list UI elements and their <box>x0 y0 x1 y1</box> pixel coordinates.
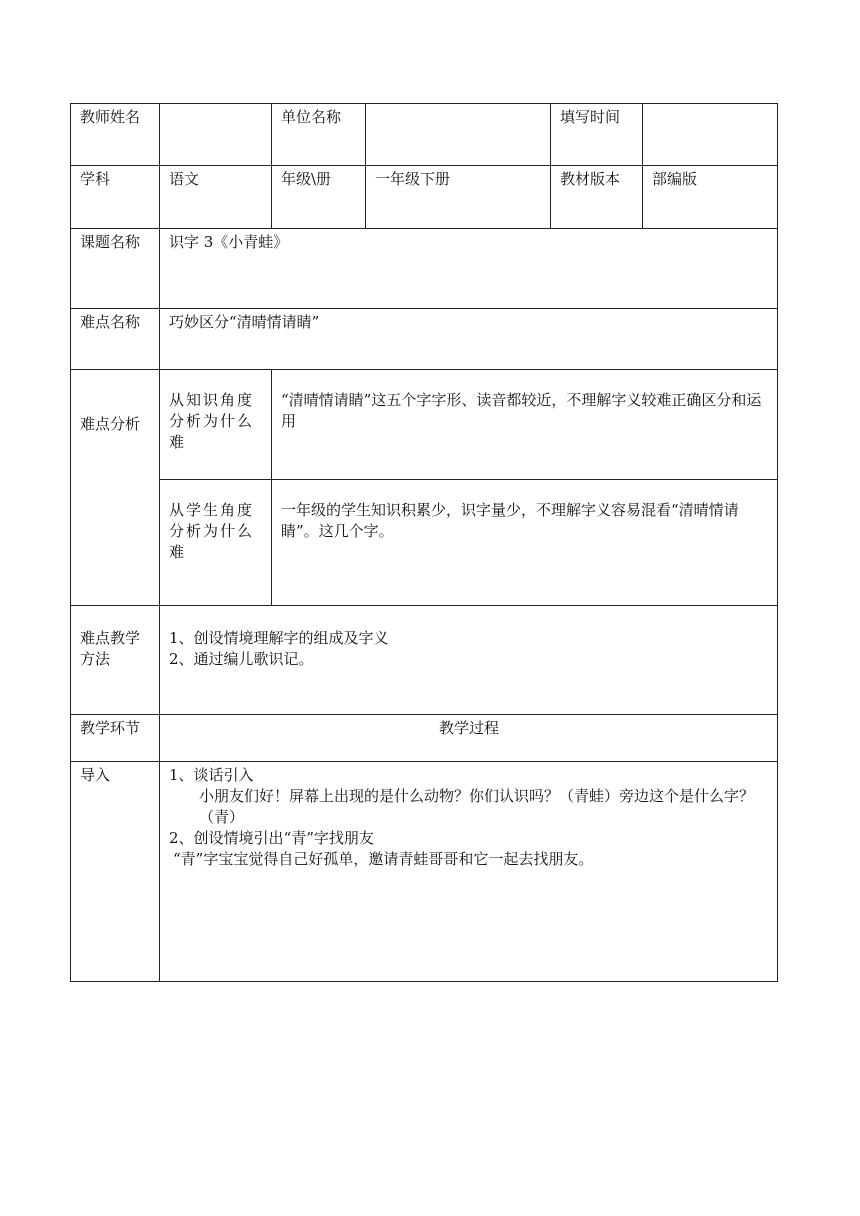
subject-row <box>71 166 778 229</box>
methods-label: 难点教学方法 <box>71 606 160 715</box>
topic-row <box>71 229 778 309</box>
method-item: 1、创设情境理解字的组成及字义 <box>169 629 389 647</box>
grade-value[interactable]: 一年级下册 <box>366 166 551 229</box>
grade-label: 年级\册 <box>272 166 366 229</box>
difficulty-value[interactable]: 巧妙区分“清晴情请睛” <box>160 309 778 370</box>
lesson-plan-table <box>70 103 778 982</box>
subject-label: 学科 <box>71 166 160 229</box>
process-header-row <box>71 715 778 762</box>
teacher-name-label: 教师姓名 <box>71 104 160 166</box>
edition-value[interactable]: 部编版 <box>643 166 778 229</box>
student-angle-value[interactable]: 一年级的学生知识积累少，识字量少，不理解字义容易混看“清晴情请睛”。这几个字。 <box>272 480 778 606</box>
fill-time-label: 填写时间 <box>551 104 643 166</box>
intro-step1-text: 小朋友们好！屏幕上出现的是什么动物？你们认识吗？（青蛙）旁边这个是什么字？（青） <box>199 787 755 826</box>
analysis-student-row <box>71 480 778 606</box>
difficulty-label: 难点名称 <box>71 309 160 370</box>
analysis-label: 难点分析 <box>71 370 160 606</box>
analysis-knowledge-row <box>71 370 778 480</box>
knowledge-angle-label: 从知识角度分析为什么难 <box>160 370 272 480</box>
methods-list[interactable] <box>160 606 778 715</box>
header-row <box>71 104 778 166</box>
knowledge-angle-value[interactable]: “清晴情请睛”这五个字字形、读音都较近，不理解字义较难正确区分和运用 <box>272 370 778 480</box>
intro-row <box>71 762 778 982</box>
teacher-name-value[interactable] <box>160 104 272 166</box>
stage-header: 教学环节 <box>71 715 160 762</box>
topic-value[interactable]: 识字 3《小青蛙》 <box>160 229 778 309</box>
student-angle-label: 从学生角度分析为什么难 <box>160 480 272 606</box>
unit-name-value[interactable] <box>366 104 551 166</box>
process-header: 教学过程 <box>160 715 778 762</box>
subject-value[interactable]: 语文 <box>160 166 272 229</box>
unit-name-label: 单位名称 <box>272 104 366 166</box>
intro-step1-title: 1、谈话引入 <box>169 766 254 784</box>
topic-label: 课题名称 <box>71 229 160 309</box>
intro-step2-text: “青”字宝宝觉得自己好孤单，邀请青蛙哥哥和它一起去找朋友。 <box>173 850 594 868</box>
method-item: 2、通过编儿歌识记。 <box>169 650 314 668</box>
intro-label: 导入 <box>71 762 160 982</box>
methods-row <box>71 606 778 715</box>
intro-step2-title: 2、创设情境引出“青”字找朋友 <box>169 829 374 847</box>
fill-time-value[interactable] <box>643 104 778 166</box>
intro-content[interactable] <box>160 762 778 982</box>
edition-label: 教材版本 <box>551 166 643 229</box>
difficulty-row <box>71 309 778 370</box>
